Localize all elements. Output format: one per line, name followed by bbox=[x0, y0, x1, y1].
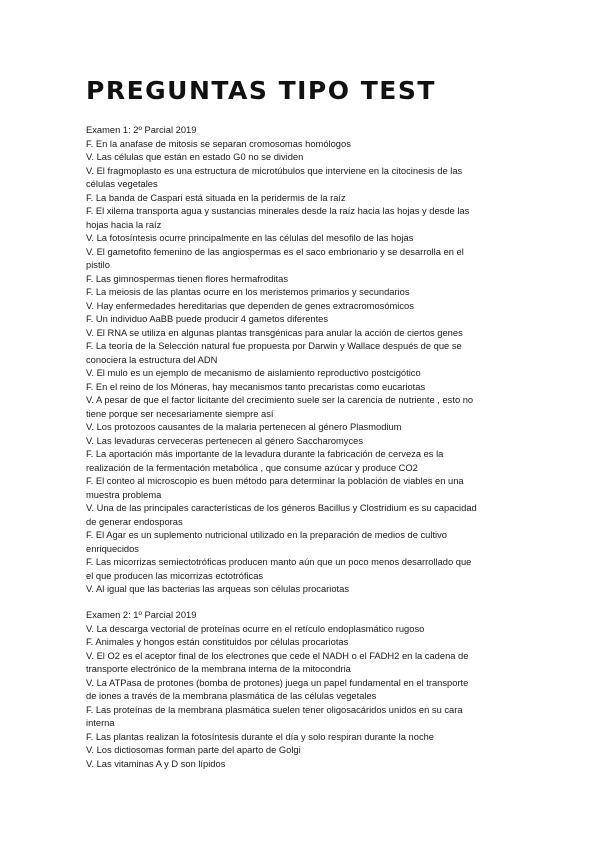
question-line: F. La meiosis de las plantas ocurre en los meristemos primarios y secundarios bbox=[86, 287, 410, 297]
question-line: tiene porque ser necesariamente siempre así bbox=[86, 408, 274, 419]
section-heading: Examen 2: 1º Parcial 2019 bbox=[86, 610, 197, 620]
question-line: enriquecidos bbox=[86, 543, 139, 554]
question-line: V. Hay enfermedades hereditarias que dependen de genes extracromosómicos bbox=[86, 300, 414, 311]
question-line: V. Las vitaminas A y D son lípidos bbox=[86, 758, 226, 769]
question-line: F. La aportación más importante de la levadura durante la fabricación de cerveza es la bbox=[86, 449, 444, 459]
question-line: de generar endosporas bbox=[86, 516, 183, 527]
question-line: F. Las gimnospermas tienen flores hermafroditas bbox=[86, 273, 289, 284]
question-line: V. Los dictiosomas forman parte del aparto de Golgi bbox=[86, 745, 301, 755]
question-line: F. En la anafase de mitosis se separan cromosomas homólogos bbox=[86, 138, 351, 149]
question-line: F. Las plantas realizan la fotosíntesis durante el día y solo respiran durante la noche bbox=[86, 731, 435, 742]
question-line: F. La teoría de la Selección natural fue propuesta por Darwin y Wallace después de que se bbox=[86, 341, 462, 351]
section-heading: Examen 1: 2º Parcial 2019 bbox=[86, 125, 197, 135]
page-title: PREGUNTAS TIPO TEST bbox=[86, 76, 436, 105]
question-line: V. A pesar de que el factor licitante del crecimiento suele ser la carencia de nutriente , esto no bbox=[86, 395, 474, 405]
question-line: V. El RNA se utiliza en algunas plantas transgénicas para anular la acción de ciertos genes bbox=[86, 327, 463, 338]
question-line: V. Las células que están en estado G0 no se dividen bbox=[86, 152, 304, 162]
question-line: V. Las levaduras cerveceras pertenecen al género Saccharomyces bbox=[86, 435, 364, 446]
exam-section-1 bbox=[86, 124, 516, 597]
question-line: F. El conteo al microscopio es buen método para determinar la población de viables en una bbox=[86, 476, 464, 486]
question-line: F. En el reino de los Móneras, hay mecanismos tanto precaristas como eucariotas bbox=[86, 381, 426, 392]
question-line: V. Una de las principales características de los géneros Bacillus y Clostridium es su capacidad bbox=[86, 503, 477, 513]
question-line: células vegetales bbox=[86, 179, 158, 189]
question-line: F. Animales y hongos están constituidos por células procariotas bbox=[86, 637, 349, 647]
question-line: de iones a través de la membrana plasmática de las células vegetales bbox=[86, 691, 377, 701]
question-line: transporte electrónico de la membrana interna de la mitocondria bbox=[86, 664, 351, 674]
question-line: V. La fotosíntesis ocurre principalmente en las células del mesofilo de las hojas bbox=[86, 233, 414, 243]
question-line: F. Las micorrizas semiectotróficas producen manto aún que un poco menos desarrollado que bbox=[86, 557, 472, 567]
question-line: V. El O2 es el aceptor final de los electrones que cede el NADH o el FADH2 en la cadena de bbox=[86, 650, 469, 661]
question-line: V. Al igual que las bacterias las arqueas son células procariotas bbox=[86, 584, 349, 594]
question-line: hojas hacia la raíz bbox=[86, 219, 162, 230]
question-line: V. El mulo es un ejemplo de mecanismo de aislamiento reproductivo postcigótico bbox=[86, 368, 421, 378]
exam-section-2 bbox=[86, 609, 516, 771]
question-line: V. La ATPasa de protones (bomba de protones) juega un papel fundamental en el transporte bbox=[86, 677, 469, 688]
question-line: V. Los protozoos causantes de la malaria pertenecen al género Plasmodium bbox=[86, 422, 402, 432]
question-line: pistilo bbox=[86, 260, 110, 270]
question-line: F. Un individuo AaBB puede producir 4 gametos diferentes bbox=[86, 314, 329, 324]
question-line: F. El xilema transporta agua y sustancias minerales desde la raíz hacia las hojas y desde las bbox=[86, 206, 470, 216]
question-line: realización de la fermentación metabólica , que consume azúcar y produce CO2 bbox=[86, 462, 418, 473]
question-line: muestra problema bbox=[86, 489, 162, 500]
question-line: V. El gametofito femenino de las angiospermas es el saco embrionario y se desarrolla en el bbox=[86, 246, 464, 257]
question-line: V. El fragmoplasto es una estructura de microtúbulos que interviene en la citocinesis de las bbox=[86, 165, 463, 176]
question-line: F. La banda de Caspari está situada en la peridermis de la raíz bbox=[86, 192, 346, 203]
question-line: V. La descarga vectorial de proteínas ocurre en el retículo endoplasmático rugoso bbox=[86, 623, 425, 634]
question-line: F. Las proteínas de la membrana plasmática suelen tener oligosacáridos unidos en su cara bbox=[86, 704, 463, 715]
question-line: F. El Agar es un suplemento nutricional utilizado en la preparación de medios de cultivo bbox=[86, 530, 447, 540]
question-line: conociera la estructura del ADN bbox=[86, 354, 218, 365]
question-line: interna bbox=[86, 718, 115, 728]
question-line: el que producen las micorrizas ectotróficas bbox=[86, 570, 264, 581]
